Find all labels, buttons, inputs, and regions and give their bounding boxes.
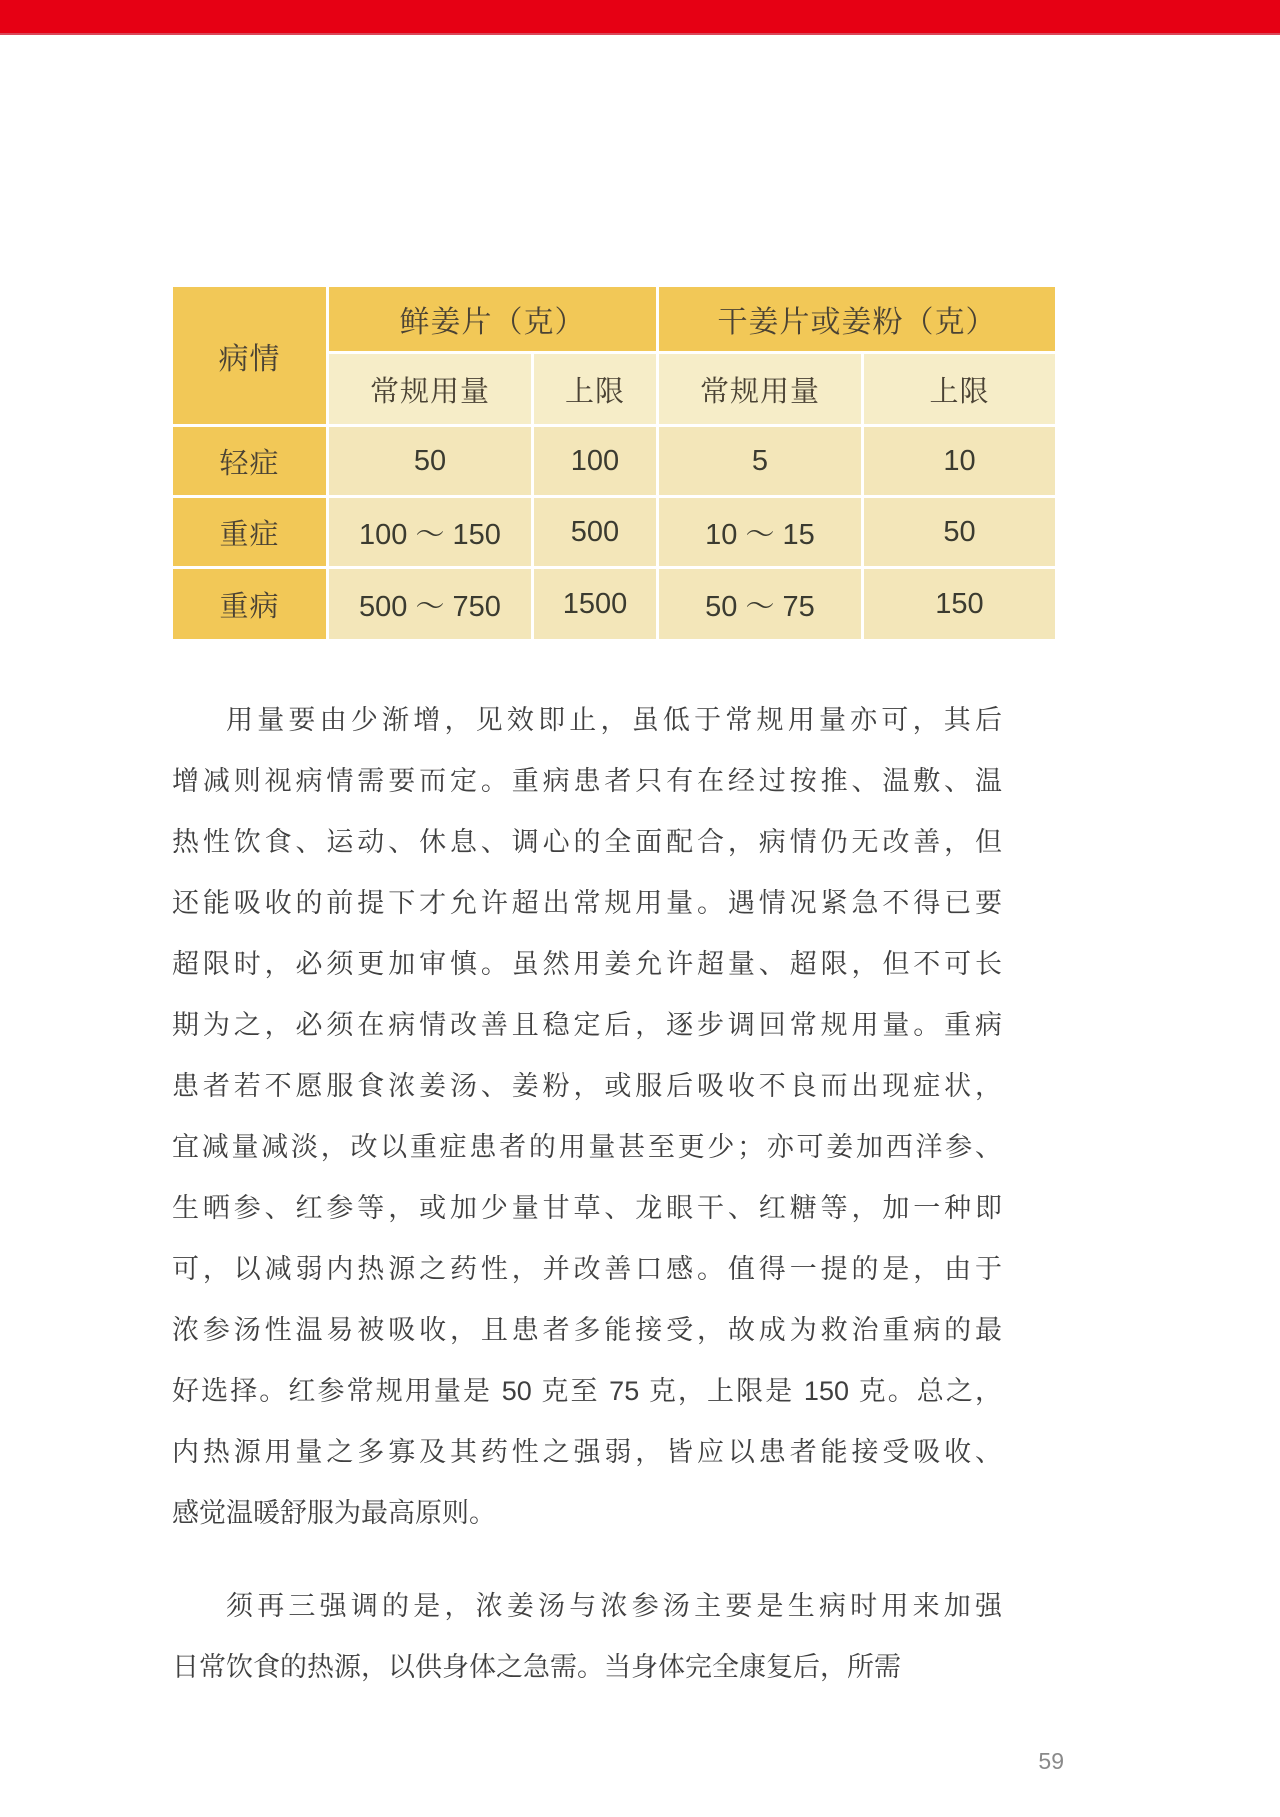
text-line: 还能吸收的前提下才允许超出常规用量。遇情况紧急不得已要	[172, 888, 1002, 918]
text-line: 好选择。红参常规用量是 50 克至 75 克，上限是 150 克。总之，	[172, 1376, 1002, 1406]
text-line: 须再三强调的是，浓姜汤与浓参汤主要是生病时用来加强	[226, 1591, 1002, 1621]
page-number: 59	[1038, 1748, 1064, 1774]
table-cell: 50 ～ 75	[659, 569, 861, 639]
text-line: 日常饮食的热源，以供身体之急需。当身体完全康复后，所需	[172, 1652, 901, 1682]
table-row-label-severe: 重症	[173, 498, 326, 566]
text-line: 内热源用量之多寡及其药性之强弱，皆应以患者能接受吸收、	[172, 1437, 1002, 1467]
paragraph-emphasis	[172, 1576, 1002, 1698]
table-cell: 50	[864, 498, 1055, 566]
dosage-table	[173, 287, 1055, 639]
table-cell: 100	[534, 427, 656, 495]
table-corner-header-condition: 病情	[173, 287, 326, 424]
table-group-header-dried-ginger: 干姜片或姜粉（克）	[659, 287, 1055, 351]
table-cell: 5	[659, 427, 861, 495]
table-cell: 100 ～ 150	[329, 498, 531, 566]
table-cell: 500 ～ 750	[329, 569, 531, 639]
text-line: 感觉温暖舒服为最高原则。	[172, 1498, 496, 1528]
text-line: 患者若不愿服食浓姜汤、姜粉，或服后吸收不良而出现症状，	[172, 1071, 1002, 1101]
table-row-label-critical: 重病	[173, 569, 326, 639]
table-row-label-mild: 轻症	[173, 427, 326, 495]
paragraph-dosage-guidance	[172, 690, 1002, 1544]
text-line: 生晒参、红参等，或加少量甘草、龙眼干、红糖等，加一种即	[172, 1193, 1002, 1223]
top-red-bar	[0, 0, 1280, 35]
table-subheader-regular-dose: 常规用量	[659, 354, 861, 424]
table-group-header-fresh-ginger: 鲜姜片（克）	[329, 287, 656, 351]
table-cell: 500	[534, 498, 656, 566]
text-line: 宜减量减淡，改以重症患者的用量甚至更少；亦可姜加西洋参、	[172, 1132, 1002, 1162]
table-subheader-regular-dose: 常规用量	[329, 354, 531, 424]
text-line: 超限时，必须更加审慎。虽然用姜允许超量、超限，但不可长	[172, 949, 1002, 979]
text-line: 用量要由少渐增，见效即止，虽低于常规用量亦可，其后	[226, 705, 1002, 735]
table-cell: 10	[864, 427, 1055, 495]
text-line: 期为之，必须在病情改善且稳定后，逐步调回常规用量。重病	[172, 1010, 1002, 1040]
text-line: 热性饮食、运动、休息、调心的全面配合，病情仍无改善，但	[172, 827, 1002, 857]
text-line: 增减则视病情需要而定。重病患者只有在经过按推、温敷、温	[172, 766, 1002, 796]
table-cell: 1500	[534, 569, 656, 639]
text-line: 可，以减弱内热源之药性，并改善口感。值得一提的是，由于	[172, 1254, 1002, 1284]
table-cell: 50	[329, 427, 531, 495]
body-text	[172, 690, 1002, 1698]
table-cell: 150	[864, 569, 1055, 639]
table-subheader-upper-limit: 上限	[864, 354, 1055, 424]
table-cell: 10 ～ 15	[659, 498, 861, 566]
text-line: 浓参汤性温易被吸收，且患者多能接受，故成为救治重病的最	[172, 1315, 1002, 1345]
table-subheader-upper-limit: 上限	[534, 354, 656, 424]
